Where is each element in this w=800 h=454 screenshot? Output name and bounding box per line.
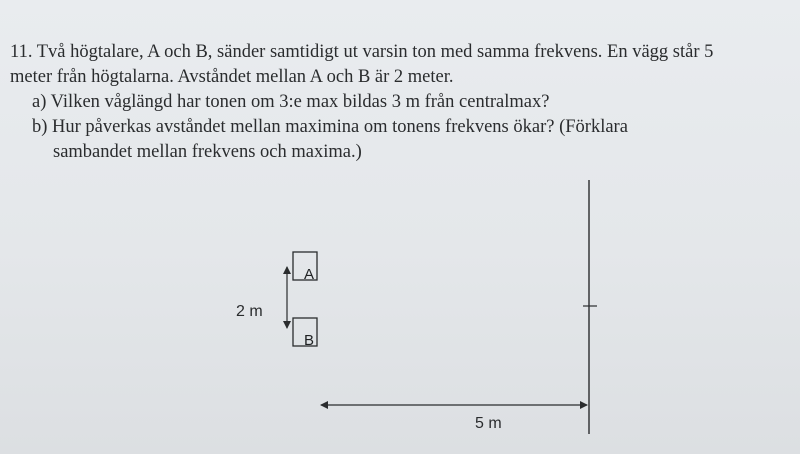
separation-label: 2 m: [236, 303, 263, 320]
question-a: a) Vilken våglängd har tonen om 3:e max bildas 3 m från centralmax?: [32, 92, 550, 112]
distance-label: 5 m: [475, 415, 502, 432]
problem-line-2: meter från högtalarna. Avståndet mellan A och B är 2 meter.: [10, 67, 454, 87]
problem-line-1: 11. Två högtalare, A och B, sänder samtidigt ut varsin ton med samma frekvens. En vägg står 5: [10, 42, 714, 62]
speaker-b-label: B: [304, 332, 315, 349]
question-b-continued: sambandet mellan frekvens och maxima.): [53, 142, 362, 162]
speaker-a-label: A: [304, 266, 315, 283]
question-b: b) Hur påverkas avståndet mellan maximina om tonens frekvens ökar? (Förklara: [32, 117, 628, 137]
